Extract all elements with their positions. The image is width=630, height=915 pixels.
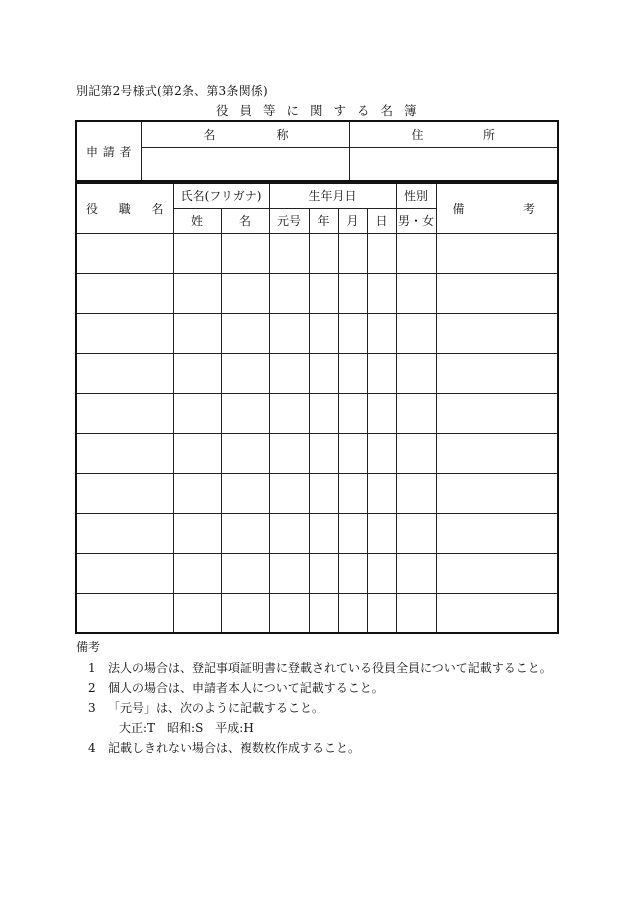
era-cell[interactable] <box>269 353 309 393</box>
month-cell[interactable] <box>338 313 367 353</box>
era-cell[interactable] <box>269 513 309 553</box>
given-name-cell[interactable] <box>221 433 269 473</box>
day-cell[interactable] <box>367 353 396 393</box>
day-cell[interactable] <box>367 513 396 553</box>
given-name-cell[interactable] <box>221 473 269 513</box>
position-cell[interactable] <box>76 513 173 553</box>
surname-cell[interactable] <box>173 393 221 433</box>
position-cell[interactable] <box>76 313 173 353</box>
day-cell[interactable] <box>367 393 396 433</box>
surname-cell[interactable] <box>173 593 221 633</box>
note-item: 4 記載しきれない場合は、複数枚作成すること。 <box>88 741 361 755</box>
given-name-cell[interactable] <box>221 273 269 313</box>
gender-cell[interactable] <box>396 233 436 273</box>
surname-cell[interactable] <box>173 433 221 473</box>
applicant-name-field[interactable] <box>141 147 349 181</box>
position-cell[interactable] <box>76 233 173 273</box>
position-cell[interactable] <box>76 473 173 513</box>
era-cell[interactable] <box>269 313 309 353</box>
day-cell[interactable] <box>367 473 396 513</box>
era-cell[interactable] <box>269 593 309 633</box>
surname-cell[interactable] <box>173 473 221 513</box>
gender-cell[interactable] <box>396 513 436 553</box>
position-cell[interactable] <box>76 393 173 433</box>
year-cell[interactable] <box>309 553 338 593</box>
year-cell[interactable] <box>309 513 338 553</box>
table-row <box>76 513 558 553</box>
surname-cell[interactable] <box>173 273 221 313</box>
year-header: 年 <box>309 208 338 233</box>
remarks-cell[interactable] <box>436 273 558 313</box>
year-cell[interactable] <box>309 393 338 433</box>
era-code-list: 大正:T 昭和:S 平成:H <box>119 721 254 735</box>
surname-cell[interactable] <box>173 513 221 553</box>
table-row <box>76 473 558 513</box>
month-cell[interactable] <box>338 513 367 553</box>
day-cell[interactable] <box>367 313 396 353</box>
surname-cell[interactable] <box>173 313 221 353</box>
era-cell[interactable] <box>269 233 309 273</box>
gender-cell[interactable] <box>396 473 436 513</box>
day-cell[interactable] <box>367 553 396 593</box>
era-cell[interactable] <box>269 473 309 513</box>
surname-header: 姓 <box>173 208 221 233</box>
year-cell[interactable] <box>309 233 338 273</box>
day-header: 日 <box>367 208 396 233</box>
year-cell[interactable] <box>309 313 338 353</box>
table-row <box>76 553 558 593</box>
applicant-row-label: 申 請 者 <box>76 121 141 181</box>
position-cell[interactable] <box>76 353 173 393</box>
month-cell[interactable] <box>338 593 367 633</box>
gender-cell[interactable] <box>396 433 436 473</box>
remarks-cell[interactable] <box>436 593 558 633</box>
given-name-cell[interactable] <box>221 513 269 553</box>
gender-header: 性別 <box>396 183 436 208</box>
surname-cell[interactable] <box>173 233 221 273</box>
table-row <box>76 313 558 353</box>
month-cell[interactable] <box>338 553 367 593</box>
remarks-cell[interactable] <box>436 233 558 273</box>
era-cell[interactable] <box>269 273 309 313</box>
page-title: 役員等に関する名簿 <box>216 103 428 118</box>
notes-section <box>76 637 552 758</box>
given-name-cell[interactable] <box>221 313 269 353</box>
table-row <box>76 433 558 473</box>
remarks-cell[interactable] <box>436 433 558 473</box>
remarks-cell[interactable] <box>436 513 558 553</box>
given-name-cell[interactable] <box>221 233 269 273</box>
era-cell[interactable] <box>269 393 309 433</box>
year-cell[interactable] <box>309 353 338 393</box>
form-number-label: 別記第2号様式(第2条、第3条関係) <box>76 84 268 98</box>
era-cell[interactable] <box>269 553 309 593</box>
year-cell[interactable] <box>309 593 338 633</box>
month-cell[interactable] <box>338 433 367 473</box>
gender-cell[interactable] <box>396 313 436 353</box>
table-row <box>76 593 558 633</box>
era-header: 元号 <box>269 208 309 233</box>
position-cell[interactable] <box>76 593 173 633</box>
month-cell[interactable] <box>338 473 367 513</box>
surname-cell[interactable] <box>173 353 221 393</box>
month-cell[interactable] <box>338 393 367 433</box>
remarks-header: 備 考 <box>436 183 558 233</box>
day-cell[interactable] <box>367 233 396 273</box>
position-header: 役 職 名 <box>76 183 173 233</box>
gender-options: 男・女 <box>396 208 436 233</box>
gender-cell[interactable] <box>396 273 436 313</box>
table-row <box>76 353 558 393</box>
gender-cell[interactable] <box>396 393 436 433</box>
position-cell[interactable] <box>76 553 173 593</box>
given-name-header: 名 <box>221 208 269 233</box>
applicant-address-header: 住 所 <box>349 121 558 147</box>
position-cell[interactable] <box>76 433 173 473</box>
month-cell[interactable] <box>338 273 367 313</box>
month-cell[interactable] <box>338 233 367 273</box>
given-name-cell[interactable] <box>221 593 269 633</box>
given-name-cell[interactable] <box>221 393 269 433</box>
table-row <box>76 393 558 433</box>
day-cell[interactable] <box>367 593 396 633</box>
note-item: 2 個人の場合は、申請者本人について記載すること。 <box>88 681 384 695</box>
notes-heading: 備考 <box>76 640 101 654</box>
applicant-address-field[interactable] <box>349 147 558 181</box>
note-item: 3 「元号」は、次のように記載すること。 <box>88 701 325 715</box>
applicant-name-header: 名 称 <box>141 121 349 147</box>
surname-cell[interactable] <box>173 553 221 593</box>
month-cell[interactable] <box>338 353 367 393</box>
era-cell[interactable] <box>269 433 309 473</box>
table-row <box>76 273 558 313</box>
given-name-cell[interactable] <box>221 353 269 393</box>
officers-table <box>75 182 559 634</box>
remarks-cell[interactable] <box>436 473 558 513</box>
given-name-cell[interactable] <box>221 553 269 593</box>
table-row <box>76 233 558 273</box>
gender-cell[interactable] <box>396 593 436 633</box>
note-item: 1 法人の場合は、登記事項証明書に登載されている役員全員について記載すること。 <box>88 661 552 675</box>
day-cell[interactable] <box>367 433 396 473</box>
full-name-header: 氏名(フリガナ) <box>173 183 269 208</box>
remarks-cell[interactable] <box>436 353 558 393</box>
birth-date-header: 生年月日 <box>269 183 396 208</box>
month-header: 月 <box>338 208 367 233</box>
remarks-cell[interactable] <box>436 313 558 353</box>
remarks-cell[interactable] <box>436 553 558 593</box>
position-cell[interactable] <box>76 273 173 313</box>
gender-cell[interactable] <box>396 353 436 393</box>
remarks-cell[interactable] <box>436 393 558 433</box>
year-cell[interactable] <box>309 433 338 473</box>
applicant-table <box>75 120 559 182</box>
day-cell[interactable] <box>367 273 396 313</box>
year-cell[interactable] <box>309 273 338 313</box>
year-cell[interactable] <box>309 473 338 513</box>
gender-cell[interactable] <box>396 553 436 593</box>
